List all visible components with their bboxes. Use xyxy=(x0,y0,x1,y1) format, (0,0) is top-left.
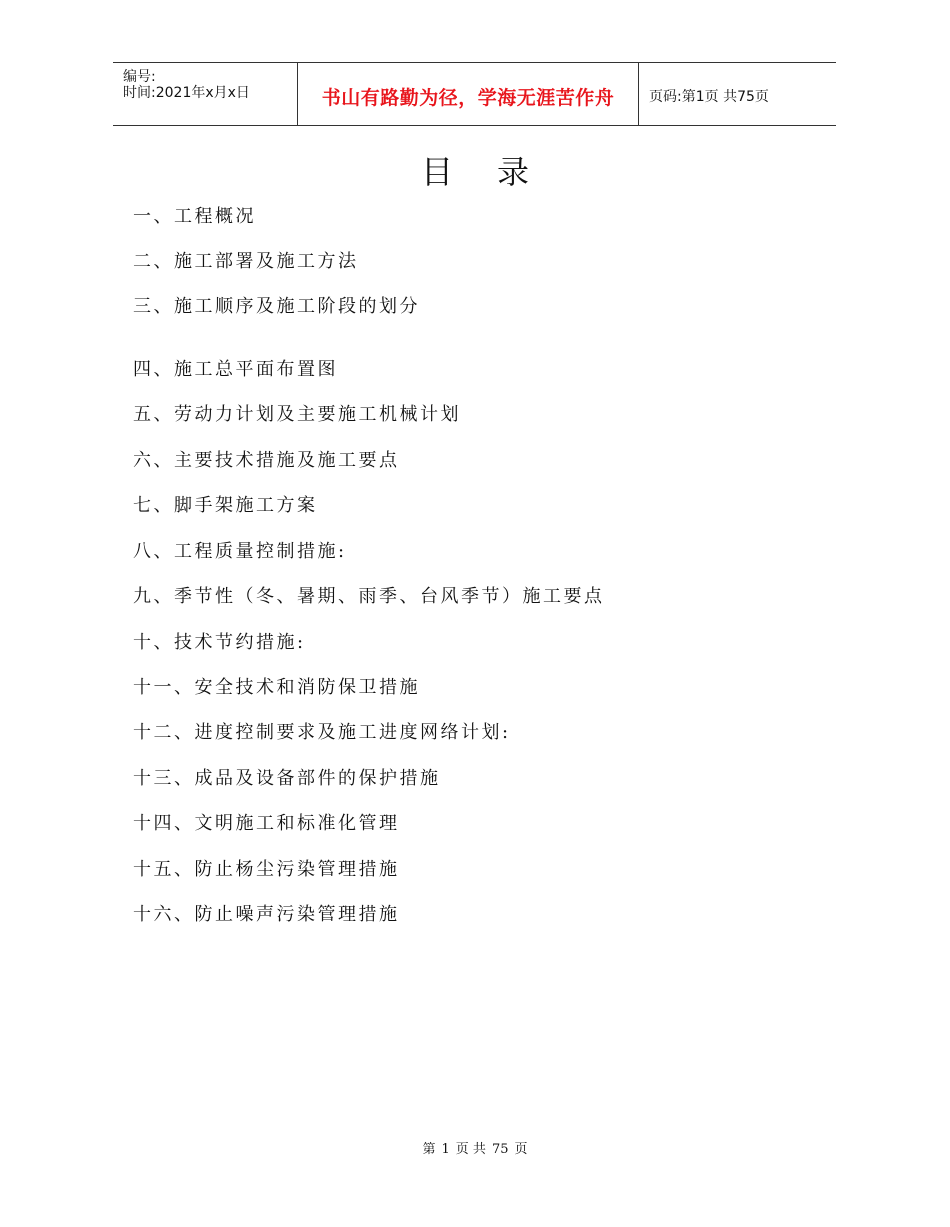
toc-item[interactable]: 十一、安全技术和消防保卫措施 xyxy=(133,677,420,698)
toc-item[interactable]: 七、脚手架施工方案 xyxy=(133,495,318,516)
toc-item[interactable]: 九、季节性（冬、暑期、雨季、台风季节）施工要点 xyxy=(133,586,605,607)
toc-item[interactable]: 十四、文明施工和标准化管理 xyxy=(133,813,400,834)
header-motto-cell xyxy=(298,63,639,125)
footer-page-mid: 页 共 xyxy=(455,1142,486,1157)
footer-page-total: 75 xyxy=(491,1142,509,1157)
toc-item[interactable]: 十三、成品及设备部件的保护措施 xyxy=(133,768,441,789)
header-page-info: 页码:第1页 共75页 xyxy=(649,89,769,105)
toc-item[interactable]: 二、施工部署及施工方法 xyxy=(133,251,359,272)
toc-item[interactable]: 一、工程概况 xyxy=(133,206,256,227)
toc-item[interactable]: 四、施工总平面布置图 xyxy=(133,359,338,380)
toc-item[interactable]: 六、主要技术措施及施工要点 xyxy=(133,450,400,471)
header-meta-cell xyxy=(113,63,298,125)
header-motto: 书山有路勤为径，学海无涯苦作舟 xyxy=(321,87,615,109)
toc-item[interactable]: 三、施工顺序及施工阶段的划分 xyxy=(133,296,420,317)
footer-page-prefix: 第 xyxy=(422,1142,436,1157)
page-header xyxy=(113,62,836,126)
document-date-label: 时间:2021年x月x日 xyxy=(123,85,250,101)
toc-item[interactable]: 十六、防止噪声污染管理措施 xyxy=(133,904,400,925)
toc-item[interactable]: 八、工程质量控制措施: xyxy=(133,541,347,562)
toc-title: 目录 xyxy=(420,153,573,191)
toc-item[interactable]: 十、技术节约措施: xyxy=(133,632,306,653)
toc-item[interactable]: 十五、防止杨尘污染管理措施 xyxy=(133,859,400,880)
document-number-label: 编号: xyxy=(123,69,156,85)
footer-page-number: 1 xyxy=(441,1142,450,1157)
header-page-cell xyxy=(639,63,836,125)
toc-item[interactable]: 五、劳动力计划及主要施工机械计划 xyxy=(133,404,461,425)
toc-item[interactable]: 十二、进度控制要求及施工进度网络计划: xyxy=(133,722,511,743)
page-footer xyxy=(0,1138,950,1157)
footer-page-suffix: 页 xyxy=(514,1142,528,1157)
